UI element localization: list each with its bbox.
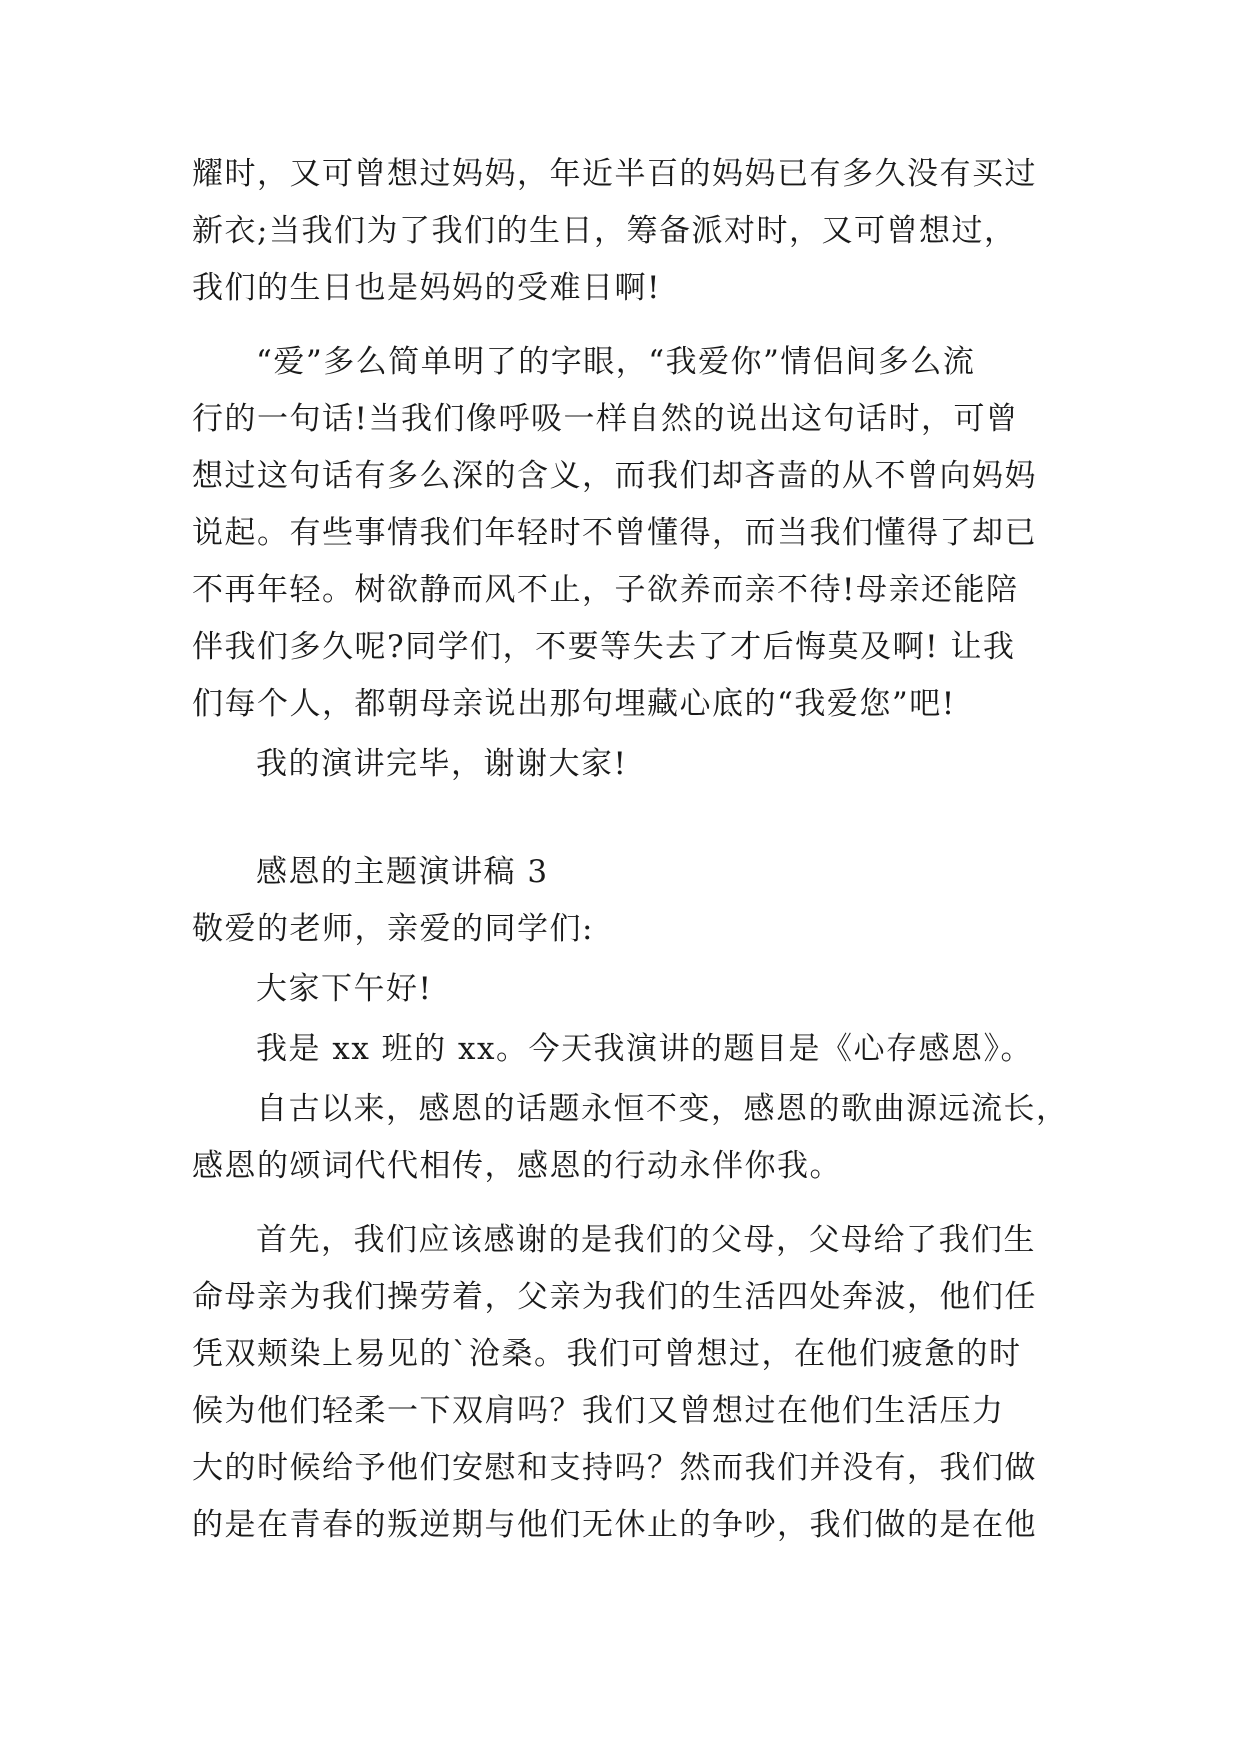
text-line: 我的演讲完毕，谢谢大家! [256,746,628,782]
text-line: 候为他们轻柔一下双肩吗？我们又曾想过在他们生活压力 [192,1393,1005,1429]
text-line: 想过这句话有多么深的含义，而我们却吝啬的从不曾向妈妈 [192,458,1037,494]
text-line: 的是在青春的叛逆期与他们无休止的争吵，我们做的是在他 [192,1507,1037,1543]
text-line: 我是 xx 班的 xx。今天我演讲的题目是《心存感恩》。 [256,1031,1033,1067]
text-line: 我们的生日也是妈妈的受难日啊! [192,270,661,306]
text-line: “爱”多么简单明了的字眼，“我爱你”情侣间多么流 [256,344,976,380]
text-line: 新衣;当我们为了我们的生日，筹备派对时，又可曾想过， [192,213,1017,249]
text-line: 首先，我们应该感谢的是我们的父母，父母给了我们生 [256,1222,1036,1258]
text-line: 命母亲为我们操劳着，父亲为我们的生活四处奔波，他们任 [192,1279,1037,1315]
text-line: 行的一句话!当我们像呼吸一样自然的说出这句话时，可曾 [192,401,1019,437]
text-line: 凭双颊染上易见的`沧桑。我们可曾想过，在他们疲惫的时 [192,1336,1022,1372]
salutation: 敬爱的老师，亲爱的同学们: [192,911,594,947]
text-line: 伴我们多久呢?同学们，不要等失去了才后悔莫及啊! 让我 [192,629,1016,665]
text-line: 们每个人，都朝母亲说出那句埋藏心底的“我爱您”吧! [192,686,956,722]
text-line: 说起。有些事情我们年轻时不曾懂得，而当我们懂得了却已 [192,515,1037,551]
text-line: 耀时，又可曾想过妈妈，年近半百的妈妈已有多久没有买过 [192,156,1037,192]
text-line: 自古以来，感恩的话题永恒不变，感恩的歌曲源远流长， [256,1091,1069,1127]
text-line: 大家下午好! [256,971,433,1007]
text-line: 大的时候给予他们安慰和支持吗？然而我们并没有，我们做 [192,1450,1037,1486]
text-line: 感恩的颂词代代相传，感恩的行动永伴你我。 [192,1148,842,1184]
section-heading: 感恩的主题演讲稿 3 [256,854,549,890]
text-line: 不再年轻。树欲静而风不止，子欲养而亲不待!母亲还能陪 [192,572,1019,608]
